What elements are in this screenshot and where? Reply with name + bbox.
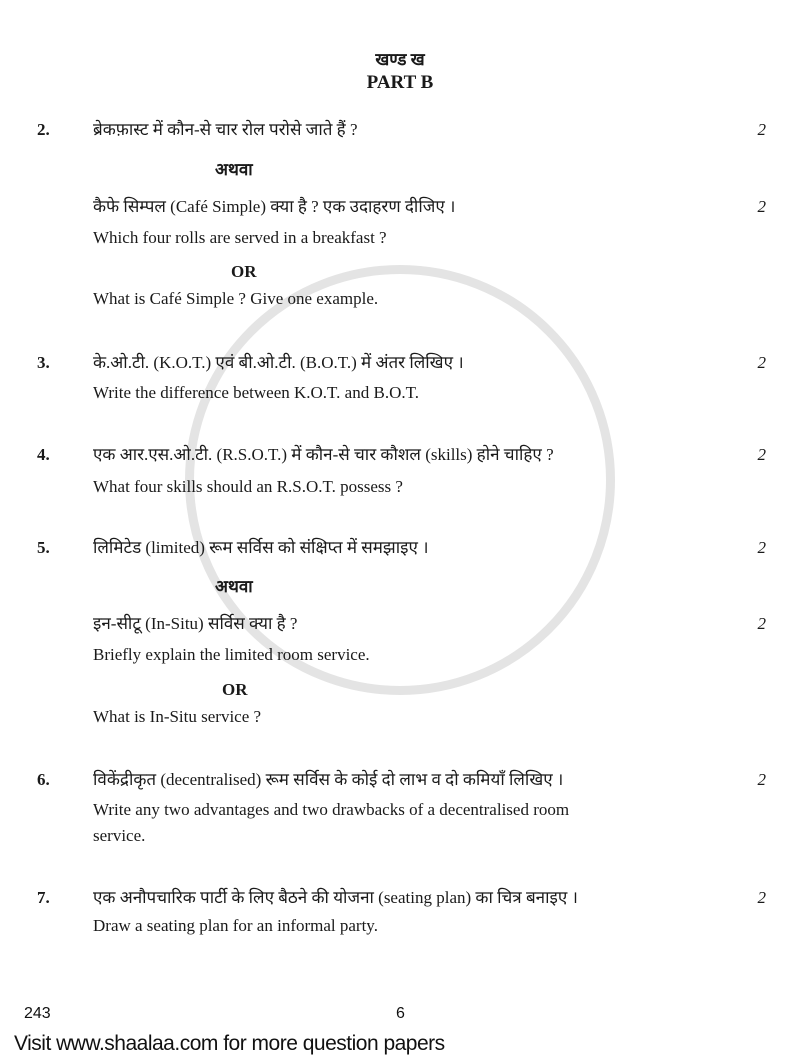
- english-row: [37, 800, 766, 820]
- english-row: [37, 916, 766, 936]
- or-english: OR: [231, 262, 257, 281]
- question-row: [37, 445, 766, 465]
- question-english: Briefly explain the limited room service.: [93, 645, 370, 664]
- question-english: Draw a seating plan for an informal party.: [93, 916, 378, 935]
- or-row: [37, 577, 766, 597]
- alt-question-row: [37, 614, 766, 634]
- question-number: 5.: [37, 538, 50, 557]
- question-row: [37, 538, 766, 558]
- alt-question-english: What is In-Situ service ?: [93, 707, 262, 726]
- question-english: Write any two advantages and two drawbacks of a decentralised room: [93, 800, 570, 819]
- alt-question-marks: 2: [757, 614, 766, 633]
- question-hindi: एक आर.एस.ओ.टी. (R.S.O.T.) में कौन-से चार कौशल (skills) होने चाहिए ?: [93, 445, 554, 464]
- question-marks: 2: [757, 770, 766, 789]
- question-english: What four skills should an R.S.O.T. possess ?: [93, 477, 403, 496]
- question-hindi: ब्रेकफ़ास्ट में कौन-से चार रोल परोसे जाते हैं ?: [93, 120, 358, 139]
- question-number: 2.: [37, 120, 50, 139]
- question-number: 4.: [37, 445, 50, 464]
- or-hindi: अथवा: [215, 160, 253, 179]
- question-row: [37, 770, 766, 790]
- english-row: [37, 707, 766, 727]
- question-number: 6.: [37, 770, 50, 789]
- or-row: [37, 262, 766, 282]
- question-marks: 2: [757, 120, 766, 139]
- section-title-hindi: खण्ड ख: [375, 50, 425, 69]
- or-english: OR: [222, 680, 248, 699]
- question-row: [37, 120, 766, 140]
- question-english-continued: service.: [93, 826, 146, 845]
- question-marks: 2: [757, 445, 766, 464]
- alt-question-row: [37, 197, 766, 217]
- question-number: 3.: [37, 353, 50, 372]
- english-row: [37, 477, 766, 497]
- question-hindi: विकेंद्रीकृत (decentralised) रूम सर्विस के कोई दो लाभ व दो कमियाँ लिखिए ।: [93, 770, 564, 789]
- question-english: Which four rolls are served in a breakfast ?: [93, 228, 387, 247]
- question-marks: 2: [757, 353, 766, 372]
- or-row: [37, 160, 766, 180]
- question-hindi: के.ओ.टी. (K.O.T.) एवं बी.ओ.टी. (B.O.T.) में अंतर लिखिए ।: [93, 353, 464, 372]
- english-row: [37, 383, 766, 403]
- english-row: [37, 645, 766, 665]
- paper-code: 243: [24, 1005, 51, 1022]
- question-row: [37, 888, 766, 908]
- or-hindi: अथवा: [215, 577, 253, 596]
- question-marks: 2: [757, 538, 766, 557]
- question-hindi: एक अनौपचारिक पार्टी के लिए बैठने की योजना (seating plan) का चित्र बनाइए ।: [93, 888, 578, 907]
- question-english: Write the difference between K.O.T. and B.O.T.: [93, 383, 419, 402]
- promo-link[interactable]: Visit www.shaalaa.com for more question papers: [14, 1032, 445, 1055]
- english-row: [37, 289, 766, 309]
- question-number: 7.: [37, 888, 50, 907]
- english-row: [37, 228, 766, 248]
- alt-question-english: What is Café Simple ? Give one example.: [93, 289, 379, 308]
- alt-question-hindi: इन-सीटू (In-Situ) सर्विस क्या है ?: [93, 614, 298, 633]
- or-row: [37, 680, 766, 700]
- alt-question-hindi: कैफे सिम्पल (Café Simple) क्या है ? एक उदाहरण दीजिए ।: [93, 197, 456, 216]
- alt-question-marks: 2: [757, 197, 766, 216]
- english-row: [37, 826, 766, 846]
- question-marks: 2: [757, 888, 766, 907]
- page-number: 6: [396, 1005, 405, 1022]
- questions-list: [37, 120, 766, 936]
- section-title-english: PART B: [366, 72, 434, 93]
- question-row: [37, 353, 766, 373]
- question-hindi: लिमिटेड (limited) रूम सर्विस को संक्षिप्त में समझाइए ।: [93, 538, 429, 557]
